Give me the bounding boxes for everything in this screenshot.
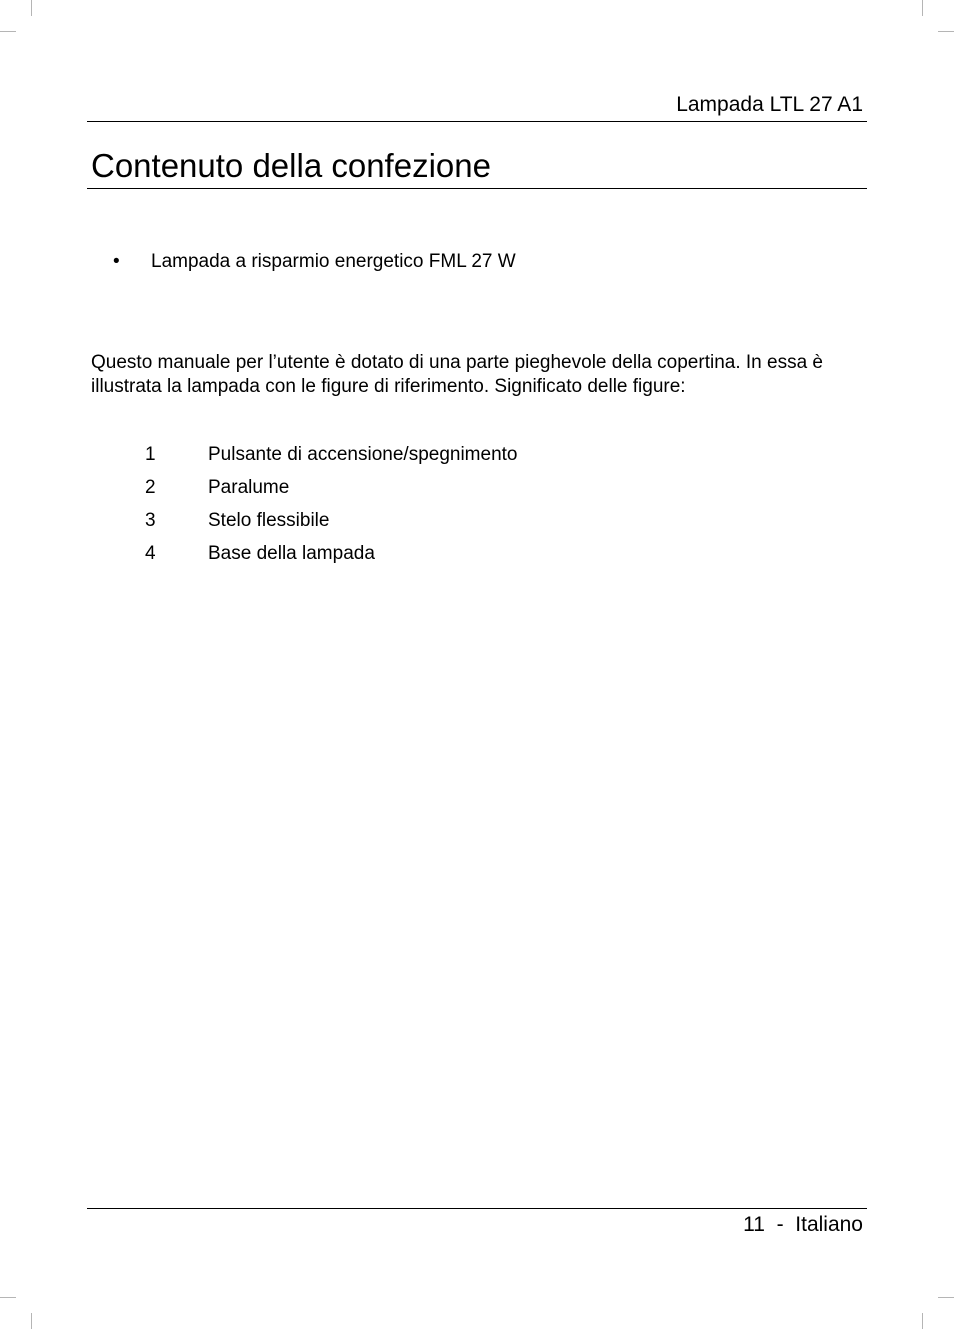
figure-number: 1 [145, 444, 156, 465]
list-item [113, 249, 516, 275]
list-item [145, 438, 517, 471]
crop-mark [0, 31, 16, 32]
crop-mark [0, 1297, 16, 1298]
figure-legend [145, 438, 517, 570]
contents-list [113, 249, 516, 275]
figure-number: 4 [145, 543, 156, 564]
bullet: • [113, 251, 120, 272]
crop-mark [31, 0, 32, 16]
crop-mark [31, 1313, 32, 1329]
description-paragraph: Questo manuale per l’utente è dotato di una parte pieghevole della copertina. In essa è illustrata la lampada con le figure di riferimento. Significato delle figure: [91, 352, 824, 397]
figure-number: 3 [145, 510, 156, 531]
figure-number: 2 [145, 477, 156, 498]
list-item-text: Lampada a risparmio energetico FML 27 W [151, 251, 516, 272]
figure-label: Paralume [208, 477, 290, 498]
header-rule [87, 121, 867, 122]
footer-rule [87, 1208, 867, 1209]
figure-label: Pulsante di accensione/spegnimento [208, 444, 518, 465]
list-item [145, 504, 517, 537]
running-header: Lampada LTL 27 A1 [676, 93, 863, 116]
crop-mark [938, 31, 954, 32]
title-rule [87, 188, 867, 189]
page-title: Contenuto della confezione [91, 147, 491, 184]
list-item [145, 537, 517, 570]
figure-label: Stelo flessibile [208, 510, 330, 531]
crop-mark [922, 1313, 923, 1329]
figure-label: Base della lampada [208, 543, 375, 564]
page-footer: 11 - Italiano [743, 1213, 863, 1236]
crop-mark [938, 1297, 954, 1298]
list-item [145, 471, 517, 504]
crop-mark [922, 0, 923, 16]
